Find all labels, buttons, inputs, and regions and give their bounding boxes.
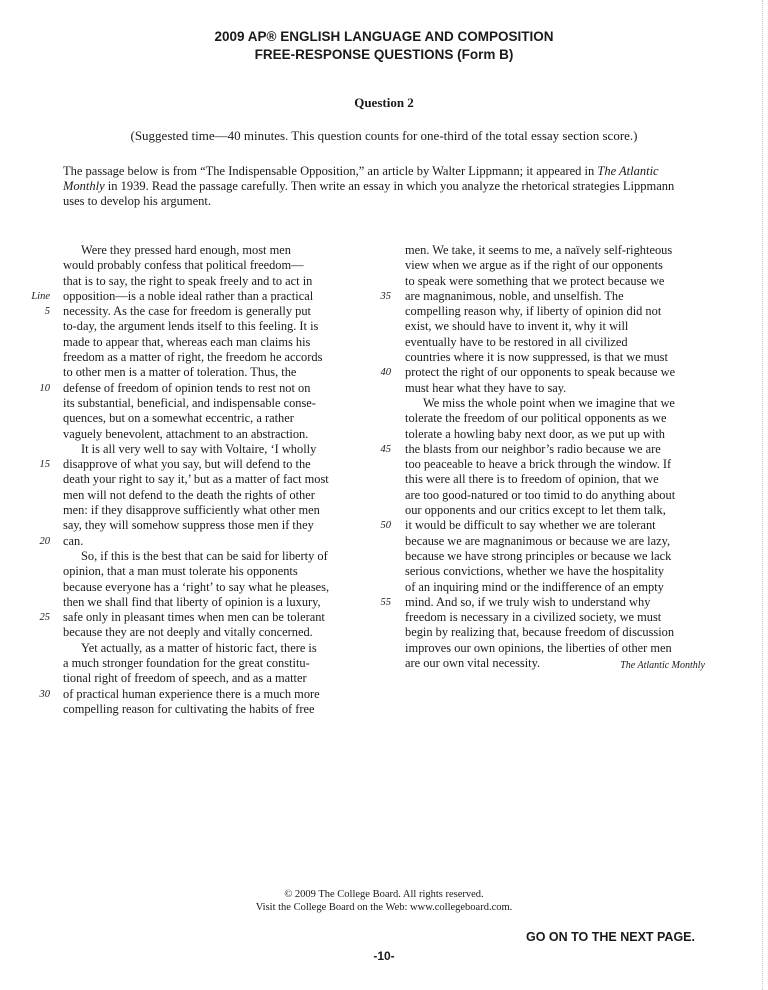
passage-line <box>63 518 351 533</box>
scan-edge-right <box>762 0 764 990</box>
passage-line <box>63 549 351 564</box>
passage-line <box>405 319 705 334</box>
passage-line-text: say, they will somehow suppress those men if they <box>63 518 314 533</box>
passage-line-text: begin by realizing that, because freedom of discussion <box>405 625 675 640</box>
prompt-text-part2: in 1939. Read the passage carefully. Then write an essay in which you analyze the rhetorical strategies Lippmann uses to develop his argument. <box>63 179 675 208</box>
passage-line-text: tional right of freedom of speech, and as a matter <box>63 671 307 686</box>
source-attribution: The Atlantic Monthly <box>620 660 705 671</box>
passage-line <box>39 610 351 625</box>
passage-line <box>380 594 705 610</box>
passage-line <box>63 702 351 717</box>
passage-column-right <box>380 243 705 671</box>
passage-line <box>63 503 351 518</box>
passage-line-text: defense of freedom of opinion tends to rest not on <box>63 380 311 395</box>
passage-line-text: opposition—is a noble ideal rather than a practical <box>63 288 314 303</box>
passage-line-text: countries where it is now suppressed, is that we must <box>405 350 668 365</box>
passage-line <box>63 427 351 442</box>
passage-line-text: of practical human experience there is a much more <box>63 686 320 701</box>
page-footer <box>0 888 768 914</box>
line-number: 5 <box>44 306 50 318</box>
passage-line-text: then we shall find that liberty of opinion is a luxury, <box>63 594 321 609</box>
passage-line <box>63 258 351 273</box>
passage-line-text: Yet actually, as a matter of historic fact, there is <box>81 640 317 655</box>
passage-line <box>405 427 705 442</box>
passage-line-text: eventually have to be restored in all civilized <box>405 334 628 349</box>
passage-line-text: the blasts from our neighbor’s radio because we are <box>405 441 661 456</box>
passage-line-text: vaguely benevolent, attachment to an abstraction. <box>63 426 309 441</box>
passage-line-text: would probably confess that political freedom— <box>63 258 304 273</box>
passage-line <box>63 335 351 350</box>
passage-line <box>31 288 351 304</box>
passage-line-text: view when we argue as if the right of our opponents <box>405 258 663 273</box>
passage-line <box>63 243 351 258</box>
passage-line-text: improves our own opinions, the liberties of other men <box>405 640 672 655</box>
passage-line <box>405 350 705 365</box>
line-number: 25 <box>39 612 50 624</box>
line-number: 55 <box>380 596 391 608</box>
passage-line <box>380 288 705 304</box>
passage-line <box>405 488 705 503</box>
passage-line-text: a much stronger foundation for the great constitu- <box>63 656 310 671</box>
passage-line-text: its substantial, beneficial, and indispensable conse- <box>63 395 316 410</box>
line-number: 10 <box>39 382 50 394</box>
passage-line <box>63 641 351 656</box>
passage-line-text: this were all there is to freedom of opinion, that we <box>405 472 659 487</box>
passage-line-text: disapprove of what you say, but will defend to the <box>63 457 311 472</box>
passage-line-text: that is to say, the right to speak freely and to act in <box>63 273 313 288</box>
passage-line <box>63 411 351 426</box>
passage-line <box>405 564 705 579</box>
passage-line-text: are our own vital necessity. <box>405 656 541 671</box>
passage-line <box>405 335 705 350</box>
passage-line <box>405 274 705 289</box>
line-number: 35 <box>380 290 391 302</box>
passage-line-text: mind. And so, if we truly wish to understand why <box>405 594 651 609</box>
passage-line <box>405 396 705 411</box>
passage-line-text: Were they pressed hard enough, most men <box>81 243 291 257</box>
passage-line-text: to speak were something that we protect because we <box>405 273 665 288</box>
passage-line <box>405 472 705 487</box>
passage-line-text: because we are magnanimous or because we are lazy, <box>405 533 671 548</box>
page-header <box>0 28 768 64</box>
passage-line-text: It is all very well to say with Voltaire, ‘I wholly <box>81 441 317 456</box>
line-number: 30 <box>39 688 50 700</box>
passage-line-text: men: if they disapprove sufficiently what other men <box>63 503 320 518</box>
passage-line-text: So, if this is the best that can be said for liberty of <box>81 548 328 563</box>
passage-line <box>44 304 351 319</box>
passage-line <box>63 625 351 640</box>
passage-line-text: because everyone has a ‘right’ to say what he pleases, <box>63 579 330 594</box>
passage-line-text: to other men is a matter of toleration. Thus, the <box>63 365 297 380</box>
question-prompt <box>63 164 693 209</box>
passage-line <box>63 564 351 579</box>
passage-line <box>405 381 705 396</box>
website-notice: Visit the College Board on the Web: www.collegeboard.com. <box>255 902 513 913</box>
passage-line-text: to-day, the argument lends itself to this feeling. It is <box>63 319 319 334</box>
prompt-text-part1: The passage below is from “The Indispensable Opposition,” an article by Walter Lippmann; it appeared in <box>63 164 598 178</box>
passage-line-text: men. We take, it seems to me, a naïvely self-righteous <box>405 243 673 257</box>
line-number: 15 <box>39 459 50 471</box>
passage-line <box>63 580 351 595</box>
passage-line-text: safe only in pleasant times when men can be tolerant <box>63 610 325 625</box>
passage-line <box>63 488 351 503</box>
passage-line-text: serious convictions, whether we have the hospitality <box>405 564 665 579</box>
passage-line <box>63 595 351 610</box>
passage-line-text: quences, but on a somewhat eccentric, a rather <box>63 411 294 426</box>
passage-line <box>405 243 705 258</box>
line-label: Line <box>31 290 50 302</box>
passage-line <box>405 549 705 564</box>
passage-line <box>405 625 705 640</box>
passage-line <box>63 274 351 289</box>
passage-line-text: death your right to say it,’ but as a matter of fact most <box>63 472 329 487</box>
passage-line-text: freedom as a matter of right, the freedom he accords <box>63 350 323 365</box>
passage-line <box>405 411 705 426</box>
passage-line <box>39 686 351 702</box>
passage-line-text: opinion, that a man must tolerate his opponents <box>63 564 298 579</box>
passage-line <box>63 350 351 365</box>
passage-line-text: tolerate a howling baby next door, as we put up with <box>405 426 665 441</box>
passage-line <box>63 472 351 487</box>
passage-line-text: of an inquiring mind or the indifference of an empty <box>405 579 664 594</box>
passage-line <box>39 533 351 549</box>
page-number: -10- <box>373 949 395 963</box>
passage-line-text: because they are not deeply and vitally concerned. <box>63 625 313 640</box>
prompt-journal-title: The Atlantic Monthly <box>63 164 659 193</box>
passage-line <box>39 380 351 396</box>
passage-line <box>63 319 351 334</box>
passage-line <box>380 365 705 380</box>
header-subtitle: FREE-RESPONSE QUESTIONS (Form B) <box>254 47 514 62</box>
passage-line-text: can. <box>63 533 84 548</box>
next-page-notice: GO ON TO THE NEXT PAGE. <box>525 930 695 944</box>
question-title: Question 2 <box>354 95 414 110</box>
passage-line <box>405 457 705 472</box>
passage-line <box>63 442 351 457</box>
passage-line <box>405 610 705 625</box>
passage-line-text: necessity. As the case for freedom is generally put <box>63 304 311 319</box>
passage-line <box>63 396 351 411</box>
passage-line-text: must hear what they have to say. <box>405 380 567 395</box>
passage-line <box>39 457 351 472</box>
passage-line-text: made to appear that, whereas each man claims his <box>63 334 311 349</box>
line-number: 40 <box>380 367 391 379</box>
timing-instructions: (Suggested time—40 minutes. This question counts for one-third of the total essay section score.) <box>130 128 638 143</box>
passage-line-text: too peaceable to heave a brick through the window. If <box>405 457 672 472</box>
passage-line <box>380 441 705 457</box>
passage-line-text: men will not defend to the death the rights of other <box>63 487 315 502</box>
passage-line <box>63 656 351 671</box>
passage-line-text: freedom is necessary in a civilized society, we must <box>405 610 662 625</box>
copyright-notice: © 2009 The College Board. All rights reserved. <box>284 889 484 900</box>
passage-line <box>63 365 351 380</box>
passage-line-text: compelling reason for cultivating the habits of free <box>63 701 315 716</box>
passage-line <box>405 304 705 319</box>
line-number: 50 <box>380 520 391 532</box>
line-number: 45 <box>380 443 391 455</box>
line-number: 20 <box>39 535 50 547</box>
passage-column-left <box>31 243 351 717</box>
passage-line <box>405 258 705 273</box>
passage-line-text: tolerate the freedom of our political opponents as we <box>405 411 667 426</box>
passage-line-text: We miss the whole point when we imagine that we <box>423 395 675 410</box>
passage-line <box>63 671 351 686</box>
passage-line-text: compelling reason why, if liberty of opinion did not <box>405 304 662 319</box>
passage-line-text: exist, we should have to invent it, why it will <box>405 319 629 334</box>
passage-line <box>405 534 705 549</box>
passage-line-text: are too good-natured or too timid to do anything about <box>405 487 676 502</box>
passage-line-text: it would be difficult to say whether we are tolerant <box>405 518 656 533</box>
passage-line <box>405 503 705 518</box>
passage-line-text: are magnanimous, noble, and unselfish. The <box>405 288 624 303</box>
passage-line <box>405 641 705 656</box>
passage-line <box>405 580 705 595</box>
passage-line-text: protect the right of our opponents to speak because we <box>405 365 676 380</box>
header-title: 2009 AP® ENGLISH LANGUAGE AND COMPOSITION <box>214 29 554 44</box>
passage-line-text: our opponents and our critics except to let them talk, <box>405 503 666 518</box>
passage-line-text: because we have strong principles or because we lack <box>405 548 672 563</box>
passage-line <box>380 518 705 533</box>
